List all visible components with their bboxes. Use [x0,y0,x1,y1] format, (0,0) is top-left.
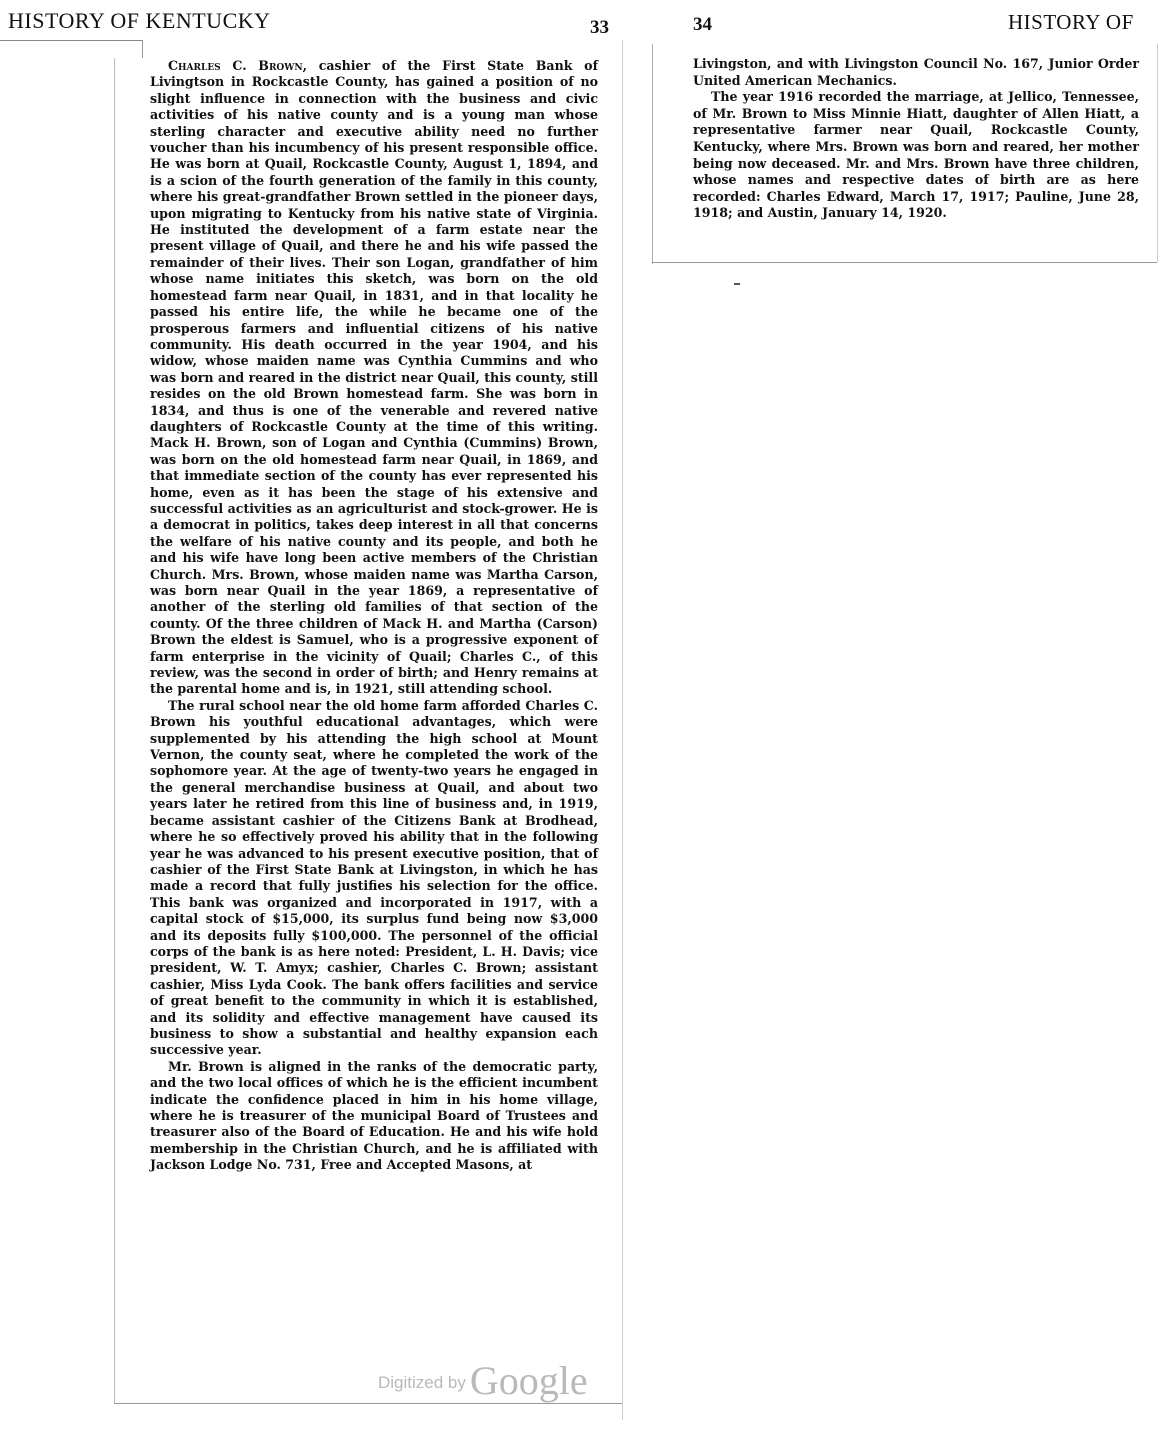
page-number-left: 33 [590,17,609,38]
biography-paragraph: The rural school near the old home farm afforded Charles C. Brown his youthful educational advantages, which were supplemented by his attending the high school at Mount Vernon, the county seat, where he completed the work of the sophomore year. At the age of twenty-two years he engaged in the general merchandise business at Quail, and about two years later he retired from this line of business and, in 1919, became assistant cashier of the Citizens Bank at Brodhead, where he so effectively proved his ability that in the following year he was advanced to his present executive position, that of cashier of the First State Bank at Livingston, in which he has made a record that fully justifies his selection for the office. This bank was organized and incorporated in 1917, with a capital stock of $15,000, its surplus fund being now $3,000 and its deposits fully $100,000. The personnel of the official corps of the bank is as here noted: President, L. H. Davis; vice president, W. T. Amyx; cashier, Charles C. Brown; assistant cashier, Miss Lyda Cook. The bank offers facilities and service of great benefit to the community in which it is established, and its solidity and effective management have caused its business to show a substantial and healthy expansion each successive year. [150,697,598,1058]
subject-name: Charles C. Brown, [168,58,307,73]
clipping-edge [622,40,623,1420]
print-speck [734,283,740,285]
biography-paragraph: The year 1916 recorded the marriage, at Jellico, Tennessee, of Mr. Brown to Miss Minnie Hiatt, daughter of Allen Hiatt, a representative farmer near Quail, Rockcastle County, Kentucky, where Mrs. Brown was born and reared, her mother being now deceased. Mr. and Mrs. Brown have three children, whose names and respective dates of birth are as here recorded: Charles Edward, March 17, 1917; Pauline, June 28, 1918; and Austin, January 14, 1920. [693,89,1139,221]
left-text-column [150,58,598,1174]
continued-paragraph: Livingston, and with Livingston Council No. 167, Junior Order United American Mechanics. [693,56,1139,88]
google-logo: Google [469,1358,588,1403]
clipping-edge [114,58,115,1403]
clipping-edge [1157,44,1158,262]
clipping-edge [652,262,1157,263]
running-head-left: HISTORY OF KENTUCKY [8,8,271,33]
running-head-right: HISTORY OF [1008,10,1134,34]
digitized-watermark [378,1357,588,1404]
clipping-edge [142,40,143,58]
watermark-caption: Digitized by [378,1373,466,1392]
clipping-edge [0,40,142,41]
page-number-right: 34 [693,14,712,35]
paragraph-text: cashier of the First State Bank of Livingtson in Rockcastle County, has gained a position of no slight influence in connection with the business and civic activities of his native county and is a young man whose sterling character and executive ability need no further voucher than his incumbency of his present responsible office. He was born at Quail, Rockcastle County, August 1, 1894, and is a scion of the fourth generation of the family in this county, where his great-grandfather Brown settled in the pioneer days, upon migrating to Kentucky from his native state of Virginia. He instituted the development of a farm estate near the present village of Quail, and there he and his wife passed the remainder of their lives. Their son Logan, grandfather of him whose name initiates this sketch, was born on the old homestead farm near Quail, in 1831, and in that locality he passed his entire life, the while he became one of the prosperous farmers and influential citizens of his native community. His death occurred in the year 1904, and his widow, whose maiden name was Cynthia Cummins and who was born and reared in the district near Quail, this county, still resides on the old Brown homestead farm. She was born in 1834, and thus is one of the venerable and revered native daughters of Rockcastle County at the time of this writing. Mack H. Brown, son of Logan and Cynthia (Cummins) Brown, was born on the old homestead farm near Quail, in 1869, and that immediate section of the county has ever represented his home, even as it has been the stage of his extensive and successful activities as an agriculturist and stock-grower. He is a democrat in politics, takes deep interest in all that concerns the welfare of his native county and its people, and both he and his wife have long been active members of the Christian Church. Mrs. Brown, whose maiden name was Martha Carson, was born near Quail in the year 1869, a representative of another of the sterling old families of that section of the county. Of the three children of Mack H. and Martha (Carson) Brown the eldest is Samuel, who is a progressive exponent of farm enterprise in the vicinity of Quail; Charles C., of this review, was the second in order of birth; and Henry remains at the parental home and is, in 1921, still attending school. [150,58,598,697]
clipping-edge [652,44,653,264]
right-text-column [693,56,1139,222]
biography-paragraph [150,58,598,698]
biography-paragraph: Mr. Brown is aligned in the ranks of the democratic party, and the two local offices of which he is the efficient incumbent indicate the confidence placed in him in his home village, where he is treasurer of the municipal Board of Trustees and treasurer also of the Board of Education. He and his wife hold membership in the Christian Church, and he is affiliated with Jackson Lodge No. 731, Free and Accepted Masons, at [150,1058,598,1173]
